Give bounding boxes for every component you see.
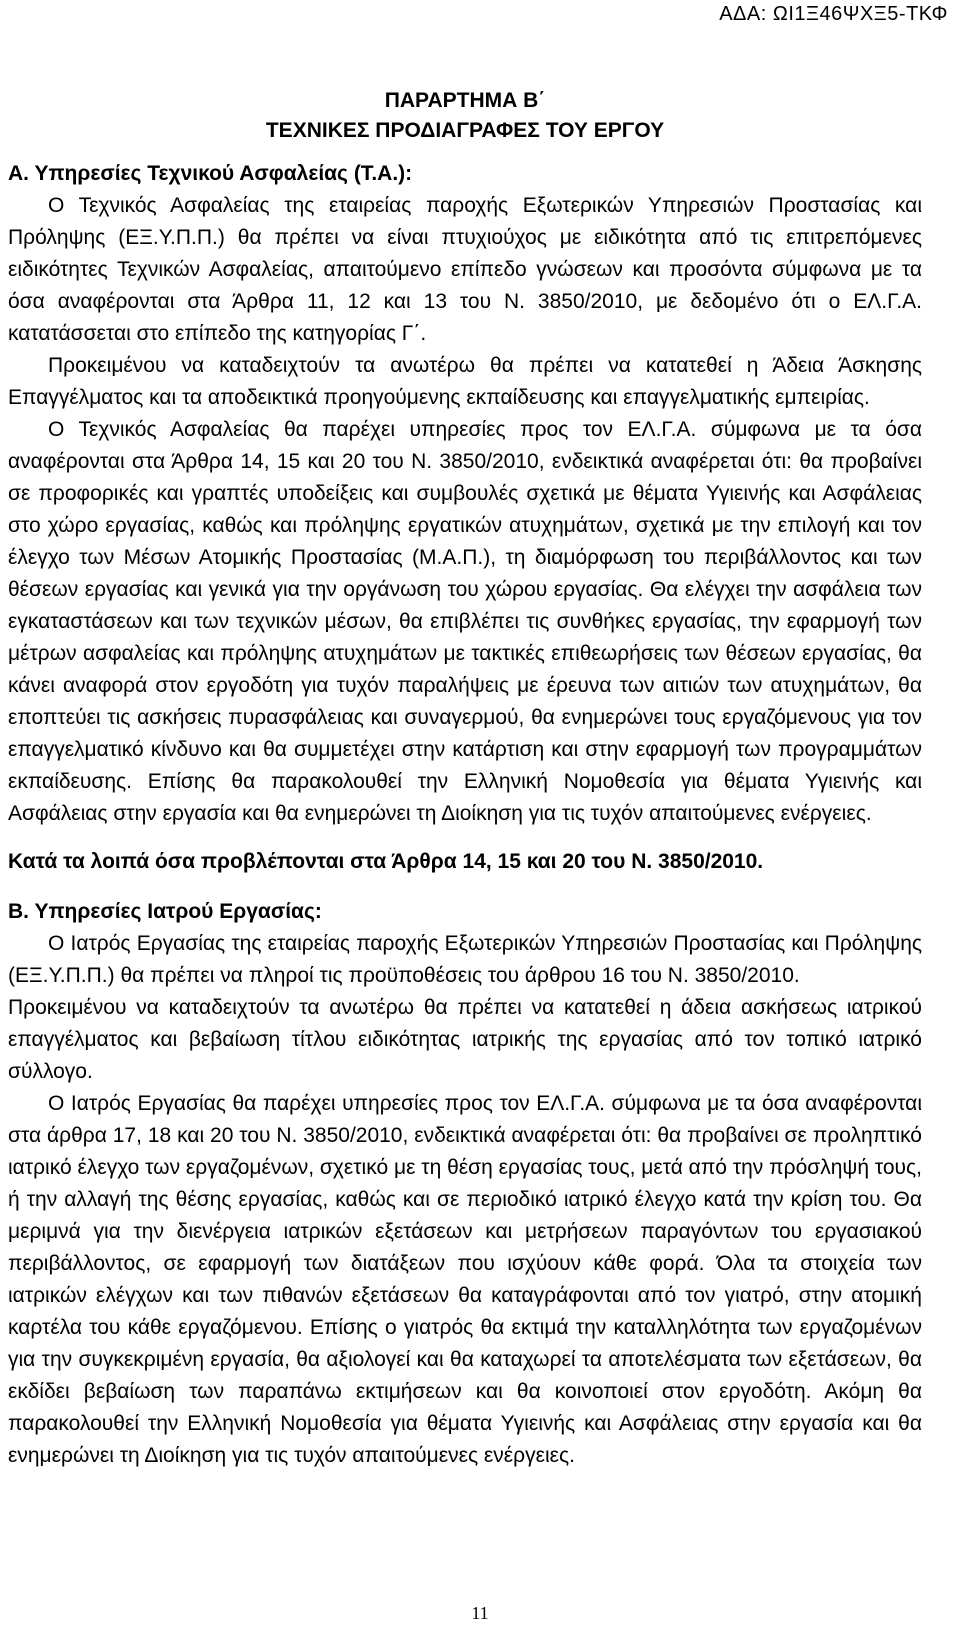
document-body bbox=[8, 86, 922, 1472]
annex-title: ΠΑΡΑΡΤΗΜΑ Β΄ bbox=[384, 89, 546, 112]
section-b-paragraph-1: Ο Ιατρός Εργασίας της εταιρείας παροχής Εξωτερικών Υπηρεσιών Προστασίας και Πρόληψης (ΕΞ.Υ.Π.Π.) θα πρέπει να πληροί τις προϋποθέσεις του άρθρου 16 του Ν. 3850/2010. bbox=[8, 932, 922, 987]
annex-subtitle: ΤΕΧΝΙΚΕΣ ΠΡΟΔΙΑΓΡΑΦΕΣ ΤΟΥ ΕΡΓΟΥ bbox=[265, 119, 665, 142]
ada-code: ΑΔΑ: ΩΙ1Ξ46ΨΧΞ5-ΤΚΦ bbox=[719, 3, 948, 25]
section-a-paragraph-3: Ο Τεχνικός Ασφαλείας θα παρέχει υπηρεσίες προς τον ΕΛ.Γ.Α. σύμφωνα με τα όσα αναφέρονται στα Άρθρα 14, 15 και 20 του Ν. 3850/2010, ενδεικτικά αναφέρεται ότι: θα προβαίνει σε προφορικές και γραπτές υποδείξεις και συμβουλές σχετικά με θέματα Υγιεινής και Ασφάλειας στο χώρο εργασίας, καθώς και πρόληψης εργατικών ατυχημάτων, σχετικά με την επιλογή και τον έλεγχο των Μέσων Ατομικής Προστασίας (Μ.Α.Π.), τη διαμόρφωση του περιβάλλοντος και των θέσεων εργασίας και γενικά για την οργάνωση του χώρου εργασίας. Θα ελέγχει την ασφάλεια των εγκαταστάσεων και των τεχνικών μέσων, θα επιβλέπει τις συνθήκες εργασίας, την εφαρμογή των μέτρων ασφαλείας και πρόληψης ατυχημάτων με τακτικές επιθεωρήσεις των θέσεων εργασίας, θα κάνει αναφορά στον εργοδότη για τυχόν παραλήψεις με έρευνα των αιτιών των ατυχημάτων, θα εποπτεύει τις ασκήσεις πυρασφάλειας και συναγερμού, θα ενημερώνει τους εργαζόμενους για τον επαγγελματικό κίνδυνο και θα συμμετέχει στην κατάρτιση και στην εφαρμογή των προγραμμάτων εκπαίδευσης. Επίσης θα παρακολουθεί την Ελληνική Νομοθεσία για θέματα Υγιεινής και Ασφάλειας στην εργασία και θα ενημερώνει τη Διοίκηση για τις τυχόν απαιτούμενες ενέργειες. bbox=[8, 418, 922, 825]
section-b-title: Β. Υπηρεσίες Ιατρού Εργασίας: bbox=[8, 900, 322, 923]
section-a-closing: Κατά τα λοιπά όσα προβλέπονται στα Άρθρα 14, 15 και 20 του Ν. 3850/2010. bbox=[8, 850, 764, 873]
section-a-paragraph-2: Προκειμένου να καταδειχτούν τα ανωτέρω θα πρέπει να κατατεθεί η Άδεια Άσκησης Επαγγέλματος και τα αποδεικτικά προηγούμενης εκπαίδευσης και επαγγελματικής εμπειρίας. bbox=[8, 354, 922, 409]
section-b-paragraph-3: Ο Ιατρός Εργασίας θα παρέχει υπηρεσίες προς τον ΕΛ.Γ.Α. σύμφωνα με τα όσα αναφέρονται στα άρθρα 17, 18 και 20 του Ν. 3850/2010, ενδεικτικά αναφέρεται ότι: θα προβαίνει σε προληπτικό ιατρικό έλεγχο των εργαζομένων, σχετικό με τη θέση εργασίας τους, μετά από την πρόσληψή τους, ή την αλλαγή της θέσης εργασίας, καθώς και σε περιοδικό ιατρικό έλεγχο κατά την κρίση του. Θα μεριμνά για την διενέργεια ιατρικών εξετάσεων και μετρήσεων παραγόντων του εργασιακού περιβάλλοντος, σε εφαρμογή των διατάξεων που ισχύουν κάθε φορά. Όλα τα στοιχεία των ιατρικών ελέγχων και των πιθανών εξετάσεων θα καταγράφονται από τον γιατρό, στην ατομική καρτέλα του κάθε εργαζόμενου. Επίσης ο γιατρός θα εκτιμά την καταλληλότητα των εργαζομένων για την συγκεκριμένη εργασία, θα αξιολογεί και θα καταχωρεί τα αποτελέσματα των εξετάσεων, θα εκδίδει βεβαίωση των παραπάνω εκτιμήσεων και θα κοινοποιεί στον εργοδότη. Ακόμη θα παρακολουθεί την Ελληνική Νομοθεσία για θέματα Υγιεινής και Ασφάλειας στην εργασία και θα ενημερώνει τη Διοίκηση για τις τυχόν απαιτούμενες ενέργειες. bbox=[8, 1092, 922, 1467]
section-a-paragraph-1: Ο Τεχνικός Ασφαλείας της εταιρείας παροχής Εξωτερικών Υπηρεσιών Προστασίας και Πρόληψης (ΕΞ.Υ.Π.Π.) θα πρέπει να είναι πτυχιούχος με ειδικότητα από τις επιτρεπόμενες ειδικότητες Τεχνικών Ασφαλείας, απαιτούμενο επίπεδο γνώσεων και προσόντα σύμφωνα με τα όσα αναφέρονται στα Άρθρα 11, 12 και 13 του Ν. 3850/2010, με δεδομένο ότι ο ΕΛ.Γ.Α. κατατάσσεται στο επίπεδο της κατηγορίας Γ΄. bbox=[8, 194, 922, 345]
section-a-title: Α. Υπηρεσίες Τεχνικού Ασφαλείας (Τ.Α.): bbox=[8, 162, 413, 185]
section-b-paragraph-2: Προκειμένου να καταδειχτούν τα ανωτέρω θα πρέπει να κατατεθεί η άδεια ασκήσεως ιατρικού επαγγέλματος και βεβαίωση τίτλου ειδικότητας ιατρικής της εργασίας από τον τοπικό ιατρικό σύλλογο. bbox=[8, 996, 922, 1083]
page-number: 11 bbox=[471, 1603, 489, 1623]
